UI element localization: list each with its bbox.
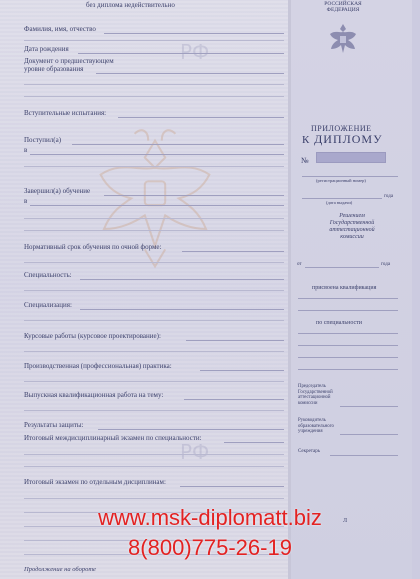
- by-specialty-label: по специальности: [316, 320, 362, 326]
- watermark-website: www.msk-diplomatt.biz: [98, 505, 322, 530]
- specialty-line: [298, 345, 398, 346]
- field-label-entrance-exams: Вступительные испытания:: [24, 109, 107, 117]
- field-line: [104, 195, 284, 196]
- decision-line-4: комиссии: [340, 234, 364, 240]
- field-label-specialization: Специализация:: [24, 301, 72, 309]
- supplement-title: ПРИЛОЖЕНИЕ: [311, 124, 372, 133]
- field-label-specialty: Специальность:: [24, 271, 72, 279]
- field-line: [24, 166, 284, 167]
- field-line: [24, 410, 284, 411]
- field-line: [224, 442, 284, 443]
- title-k: К: [302, 134, 311, 146]
- field-line: [24, 40, 284, 41]
- field-line: [30, 205, 284, 206]
- reg-number-caption: (регистрационный номер): [316, 178, 366, 183]
- head-line-1: Руководитель: [298, 418, 326, 423]
- issue-year-suffix: года: [384, 194, 394, 199]
- page-edge: [412, 0, 420, 579]
- field-line: [104, 33, 284, 34]
- field-line: [180, 486, 284, 487]
- field-line: [24, 498, 284, 499]
- continued-note: Продолжение на обороте: [24, 566, 96, 573]
- field-line: [72, 144, 284, 145]
- chair-line-4: комиссии: [298, 400, 318, 406]
- field-line: [24, 454, 284, 455]
- field-label-birth-date: Дата рождения: [24, 45, 69, 53]
- bottom-right-label: Л: [343, 518, 348, 524]
- diploma-number-box: [316, 152, 386, 163]
- country-name: [319, 1, 367, 13]
- top-note: без диплома недействительно: [86, 1, 175, 9]
- pattern-mark: РФ: [180, 440, 210, 464]
- field-label-prev-document: Документ о предшествующем: [24, 57, 114, 65]
- country-line-2: ФЕДЕРАЦИЯ: [326, 7, 360, 13]
- watermark-phone: 8(800)775-26-19: [128, 535, 292, 560]
- field-label-coursework: Курсовые работы (курсовое проектирование):: [24, 332, 161, 340]
- field-line: [118, 117, 284, 118]
- commission-decision: [304, 213, 400, 241]
- country-line-1: РОССИЙСКАЯ: [324, 1, 362, 7]
- field-label-in: в: [24, 146, 28, 154]
- reg-number-line: [302, 176, 398, 177]
- field-line: [24, 351, 284, 352]
- field-line: [30, 154, 284, 155]
- field-label-defense-results: Результаты защиты:: [24, 421, 84, 429]
- secretary-signature-line: [330, 455, 398, 456]
- specialty-line: [298, 369, 398, 370]
- diploma-title: [302, 132, 383, 147]
- field-line: [182, 251, 284, 252]
- decision-line-1: Решением: [339, 213, 365, 219]
- decision-date-goda: года: [381, 262, 391, 267]
- field-label-enrolled: Поступил(а): [24, 136, 62, 144]
- chair-block: [298, 384, 333, 406]
- field-line: [24, 96, 284, 97]
- issue-date-line: [302, 198, 382, 199]
- field-line: [24, 262, 284, 263]
- number-sign: №: [301, 156, 309, 165]
- field-line: [24, 230, 284, 231]
- decision-line-2: Государственной: [329, 220, 375, 226]
- field-label-discipline-exams: Итоговый экзамен по отдельным дисциплинам:: [24, 478, 166, 486]
- field-label-in-2: в: [24, 197, 28, 205]
- field-line: [184, 399, 284, 400]
- chair-signature-line: [340, 406, 398, 407]
- field-line: [96, 73, 284, 74]
- field-label-final-exam: Итоговый междисциплинарный экзамен по специальности:: [24, 434, 202, 442]
- field-line: [80, 309, 284, 310]
- head-line-2: образовательного: [298, 423, 334, 429]
- qualification-label: присвоена квалификация: [312, 285, 377, 291]
- title-diplom: ДИПЛОМУ: [314, 132, 383, 146]
- field-label-education-level: уровне образования: [24, 65, 84, 73]
- decision-date-ot: от: [297, 262, 302, 267]
- pattern-mark: РФ: [180, 40, 210, 64]
- secretary-label: Секретарь: [298, 449, 321, 454]
- head-block: [298, 418, 334, 435]
- specialty-line: [298, 333, 398, 334]
- field-line: [24, 320, 284, 321]
- field-line: [78, 53, 284, 54]
- field-line: [24, 466, 284, 467]
- field-line: [186, 340, 284, 341]
- field-line: [200, 370, 284, 371]
- field-label-thesis: Выпускная квалификационная работа на тему:: [24, 391, 164, 399]
- head-signature-line: [340, 434, 398, 435]
- field-label-study-period: Нормативный срок обучения по очной форме:: [24, 243, 162, 251]
- field-line: [80, 279, 284, 280]
- field-line: [24, 290, 284, 291]
- field-line: [24, 381, 284, 382]
- field-label-graduated: Завершил(а) обучение: [24, 187, 91, 195]
- field-line: [24, 84, 284, 85]
- field-label-practice: Производственная (профессиональная) практика:: [24, 362, 172, 370]
- coat-of-arms-icon: [326, 20, 360, 58]
- head-line-3: учреждения: [298, 429, 323, 434]
- qualification-line: [298, 310, 398, 311]
- chair-line-3: аттестационной: [298, 395, 331, 400]
- qualification-line: [298, 298, 398, 299]
- chair-line-1: Председатель: [298, 384, 326, 389]
- specialty-line: [298, 357, 398, 358]
- chair-line-2: Государственной: [298, 389, 333, 395]
- field-line: [24, 218, 284, 219]
- issue-date-caption: (дата выдачи): [326, 200, 353, 205]
- decision-line-3: аттестационной: [329, 227, 375, 233]
- field-line: [98, 429, 284, 430]
- field-label-full-name: Фамилия, имя, отчество: [24, 25, 96, 33]
- decision-date-line: [305, 267, 379, 268]
